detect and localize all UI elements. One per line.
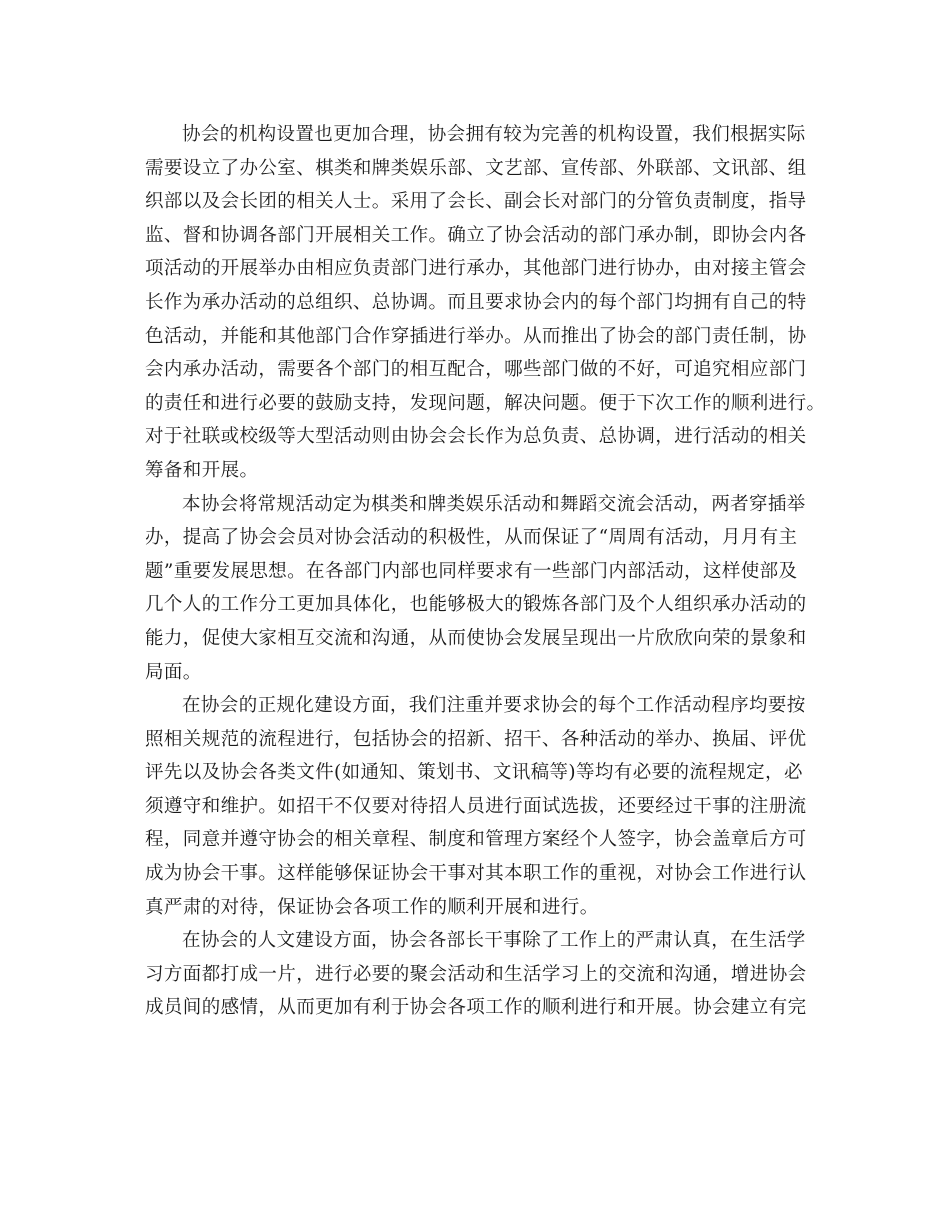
text-line: 的责任和进行必要的鼓励支持，发现问题，解决问题。便于下次工作的顺利进行。: [145, 392, 826, 414]
text-line: 织部以及会长团的相关人士。采用了会长、副会长对部门的分管负责制度，指导: [145, 191, 807, 213]
text-line: 本协会将常规活动定为棋类和牌类娱乐活动和舞蹈交流会活动，两者穿插举: [182, 493, 806, 515]
text-line: 真严肃的对待，保证协会各项工作的顺利开展和进行。: [145, 896, 599, 918]
text-line: 照相关规范的流程进行，包括协会的招新、招干、各种活动的举办、换届、评优: [145, 728, 807, 750]
text-line: 会内承办活动，需要各个部门的相互配合，哪些部门做的不好，可追究相应部门: [145, 359, 807, 381]
document-body: [145, 118, 826, 1025]
text-line: 在协会的正规化建设方面，我们注重并要求协会的每个工作活动程序均要按: [182, 695, 806, 717]
paragraph: [145, 488, 805, 690]
text-line: 长作为承办活动的总组织、总协调。而且要求协会内的每个部门均拥有自己的特: [145, 291, 807, 313]
text-line: 监、督和协调各部门开展相关工作。确立了协会活动的部门承办制，即协会内各: [145, 224, 807, 246]
text-line: 能力，促使大家相互交流和沟通，从而使协会发展呈现出一片欣欣向荣的景象和: [145, 627, 807, 649]
text-line: 筹备和开展。: [145, 459, 259, 481]
text-line: 局面。: [145, 661, 202, 683]
text-line: 成为协会干事。这样能够保证协会干事对其本职工作的重视，对协会工作进行认: [145, 863, 807, 885]
text-line: 协会的机构设置也更加合理，协会拥有较为完善的机构设置，我们根据实际: [182, 124, 806, 145]
text-line: 对于社联或校级等大型活动则由协会会长作为总负责、总协调，进行活动的相关: [145, 426, 807, 448]
text-line: 评先以及协会各类文件(如通知、策划书、文讯稿等)等均有必要的流程规定，必: [145, 762, 803, 784]
text-line: 色活动，并能和其他部门合作穿插进行举办。从而推出了协会的部门责任制，协: [145, 325, 807, 347]
text-line: 题”重要发展思想。在各部门内部也同样要求有一些部门内部活动，这样使部及: [145, 560, 798, 582]
text-line: 须遵守和维护。如招干不仅要对待招人员进行面试选拔，还要经过干事的注册流: [145, 795, 807, 817]
text-line: 几个人的工作分工更加具体化，也能够极大的锻炼各部门及个人组织承办活动的: [145, 594, 807, 616]
paragraph: [145, 118, 826, 488]
text-line: 程，同意并遵守协会的相关章程、制度和管理方案经个人签字，协会盖章后方可: [145, 829, 807, 851]
text-line: 需要设立了办公室、棋类和牌类娱乐部、文艺部、宣传部、外联部、文讯部、组: [145, 157, 807, 179]
text-line: 成员间的感情，从而更加有利于协会各项工作的顺利进行和开展。协会建立有完: [145, 997, 807, 1019]
text-line: 项活动的开展举办由相应负责部门进行承办，其他部门进行协办，由对接主管会: [145, 258, 807, 280]
text-line: 在协会的人文建设方面，协会各部长干事除了工作上的严肃认真，在生活学: [182, 930, 806, 952]
text-line: 办，提高了协会会员对协会活动的积极性，从而保证了“周周有活动，月月有主: [145, 527, 798, 549]
paragraph: [145, 924, 805, 1025]
text-line: 习方面都打成一片，进行必要的聚会活动和生活学习上的交流和沟通，增进协会: [145, 963, 807, 985]
paragraph: [145, 689, 805, 924]
